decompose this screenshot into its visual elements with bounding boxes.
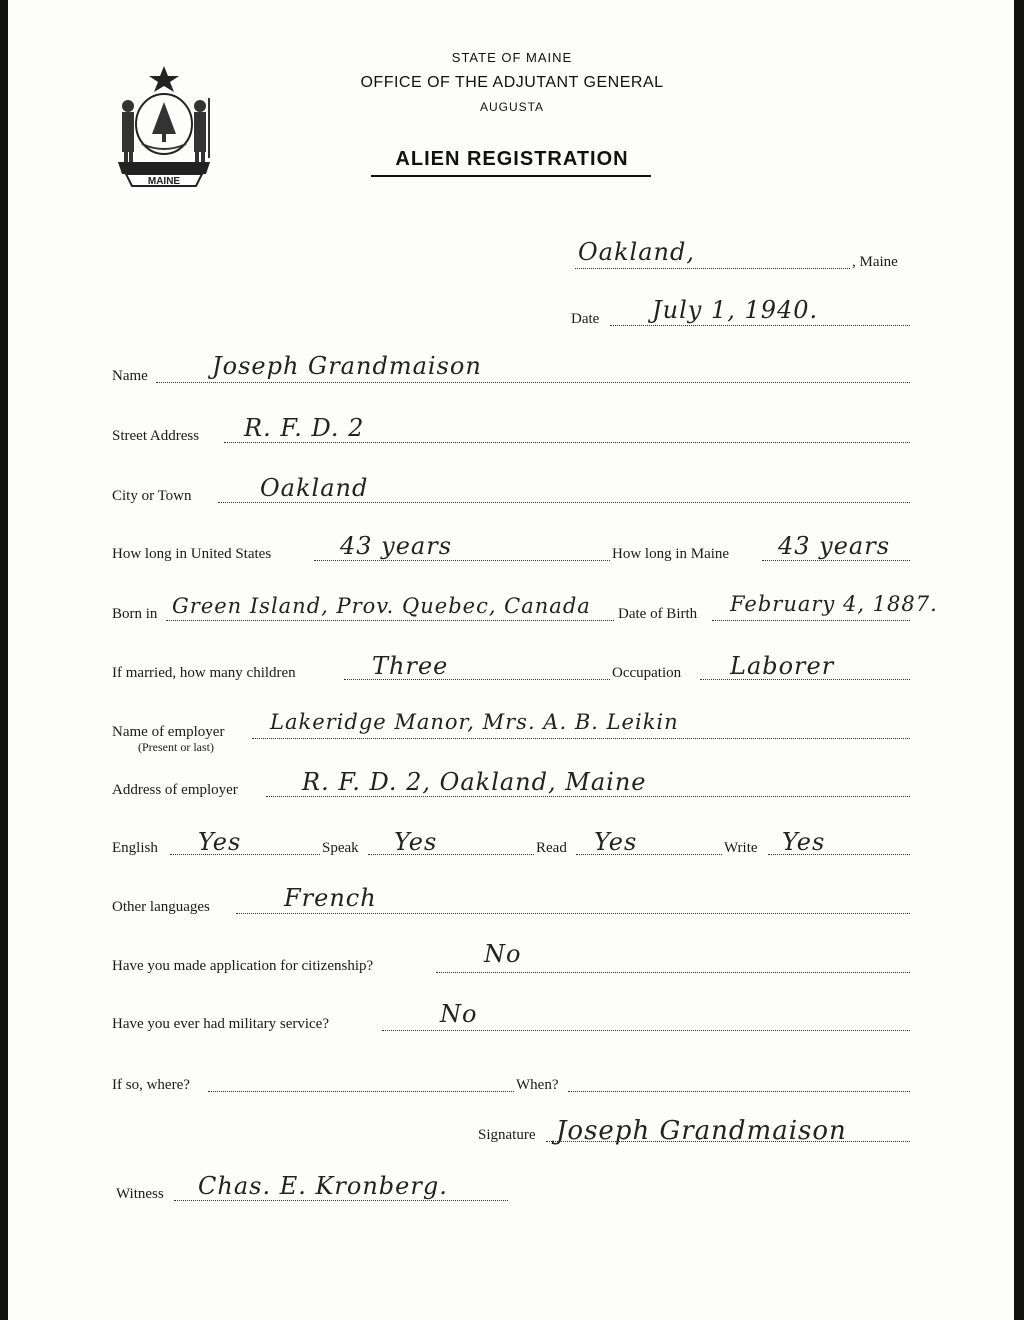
english-line <box>170 854 320 855</box>
employer-sublabel: (Present or last) <box>138 740 214 754</box>
when-line <box>568 1091 910 1092</box>
employer-line <box>252 738 910 739</box>
place-line <box>575 268 850 269</box>
children-label: If married, how many children <box>112 665 296 681</box>
witness-value: Chas. E. Kronberg. <box>198 1172 448 1200</box>
maine-length-label: How long in Maine <box>612 546 730 562</box>
form-title: ALIEN REGISTRATION <box>395 148 629 170</box>
citizenship-line <box>436 972 910 973</box>
where-label: If so, where? <box>112 1077 190 1093</box>
city-value: Oakland <box>260 474 369 502</box>
dob-value: February 4, 1887. <box>730 592 938 616</box>
english-value: Yes <box>198 828 242 856</box>
write-value: Yes <box>782 828 826 856</box>
occupation-value: Laborer <box>730 652 835 680</box>
name-value: Joseph Grandmaison <box>212 352 482 380</box>
other-languages-label: Other languages <box>112 899 210 915</box>
employer-address-line <box>266 796 910 797</box>
us-length-line <box>314 560 610 561</box>
name-label: Name <box>112 368 148 384</box>
military-label: Have you ever had military service? <box>112 1016 329 1032</box>
write-label: Write <box>724 840 758 856</box>
maine-label: , Maine <box>852 254 898 270</box>
signature-value: Joseph Grandmaison <box>556 1116 847 1146</box>
employer-address-value: R. F. D. 2, Oakland, Maine <box>302 768 647 796</box>
speak-line <box>368 854 534 855</box>
us-length-label: How long in United States <box>112 546 272 562</box>
employer-label: Name of employer <box>112 724 225 740</box>
military-value: No <box>440 1000 478 1028</box>
when-label: When? <box>516 1077 559 1093</box>
street-value: R. F. D. 2 <box>244 414 365 442</box>
signature-label: Signature <box>478 1127 536 1143</box>
header-state: STATE OF MAINE <box>451 50 573 65</box>
employer-value: Lakeridge Manor, Mrs. A. B. Leikin <box>270 710 679 734</box>
form-title-underline <box>371 175 651 177</box>
citizenship-value: No <box>484 940 522 968</box>
witness-line <box>174 1200 508 1201</box>
maine-length-value: 43 years <box>778 532 891 560</box>
city-line <box>218 502 910 503</box>
born-line <box>166 620 614 621</box>
citizenship-label: Have you made application for citizenship? <box>112 958 374 974</box>
children-value: Three <box>372 652 449 680</box>
scan-edge-right <box>1014 0 1024 1320</box>
witness-label: Witness <box>116 1186 164 1202</box>
date-line <box>610 325 910 326</box>
english-label: English <box>112 840 158 856</box>
date-label: Date <box>571 311 600 327</box>
read-value: Yes <box>594 828 638 856</box>
street-line <box>224 442 910 443</box>
us-length-value: 43 years <box>340 532 453 560</box>
born-value: Green Island, Prov. Quebec, Canada <box>172 594 591 618</box>
scan-edge-left <box>0 0 8 1320</box>
seal-text: MAINE <box>147 176 181 187</box>
other-languages-value: French <box>284 884 377 912</box>
dob-line <box>712 620 910 621</box>
maine-state-seal-icon <box>112 62 216 190</box>
dob-label: Date of Birth <box>618 606 698 622</box>
header-city: AUGUSTA <box>479 100 545 114</box>
header-office: OFFICE OF THE ADJUTANT GENERAL <box>360 74 664 91</box>
where-line <box>208 1091 514 1092</box>
speak-label: Speak <box>322 840 359 856</box>
maine-length-line <box>762 560 910 561</box>
street-label: Street Address <box>112 428 200 444</box>
employer-address-label: Address of employer <box>112 782 238 798</box>
born-label: Born in <box>112 606 158 622</box>
occupation-label: Occupation <box>612 665 682 681</box>
place-value: Oakland, <box>578 238 695 266</box>
date-value: July 1, 1940. <box>652 296 819 324</box>
military-line <box>382 1030 910 1031</box>
other-languages-line <box>236 913 910 914</box>
name-line <box>156 382 910 383</box>
read-label: Read <box>536 840 567 856</box>
city-label: City or Town <box>112 488 192 504</box>
speak-value: Yes <box>394 828 438 856</box>
